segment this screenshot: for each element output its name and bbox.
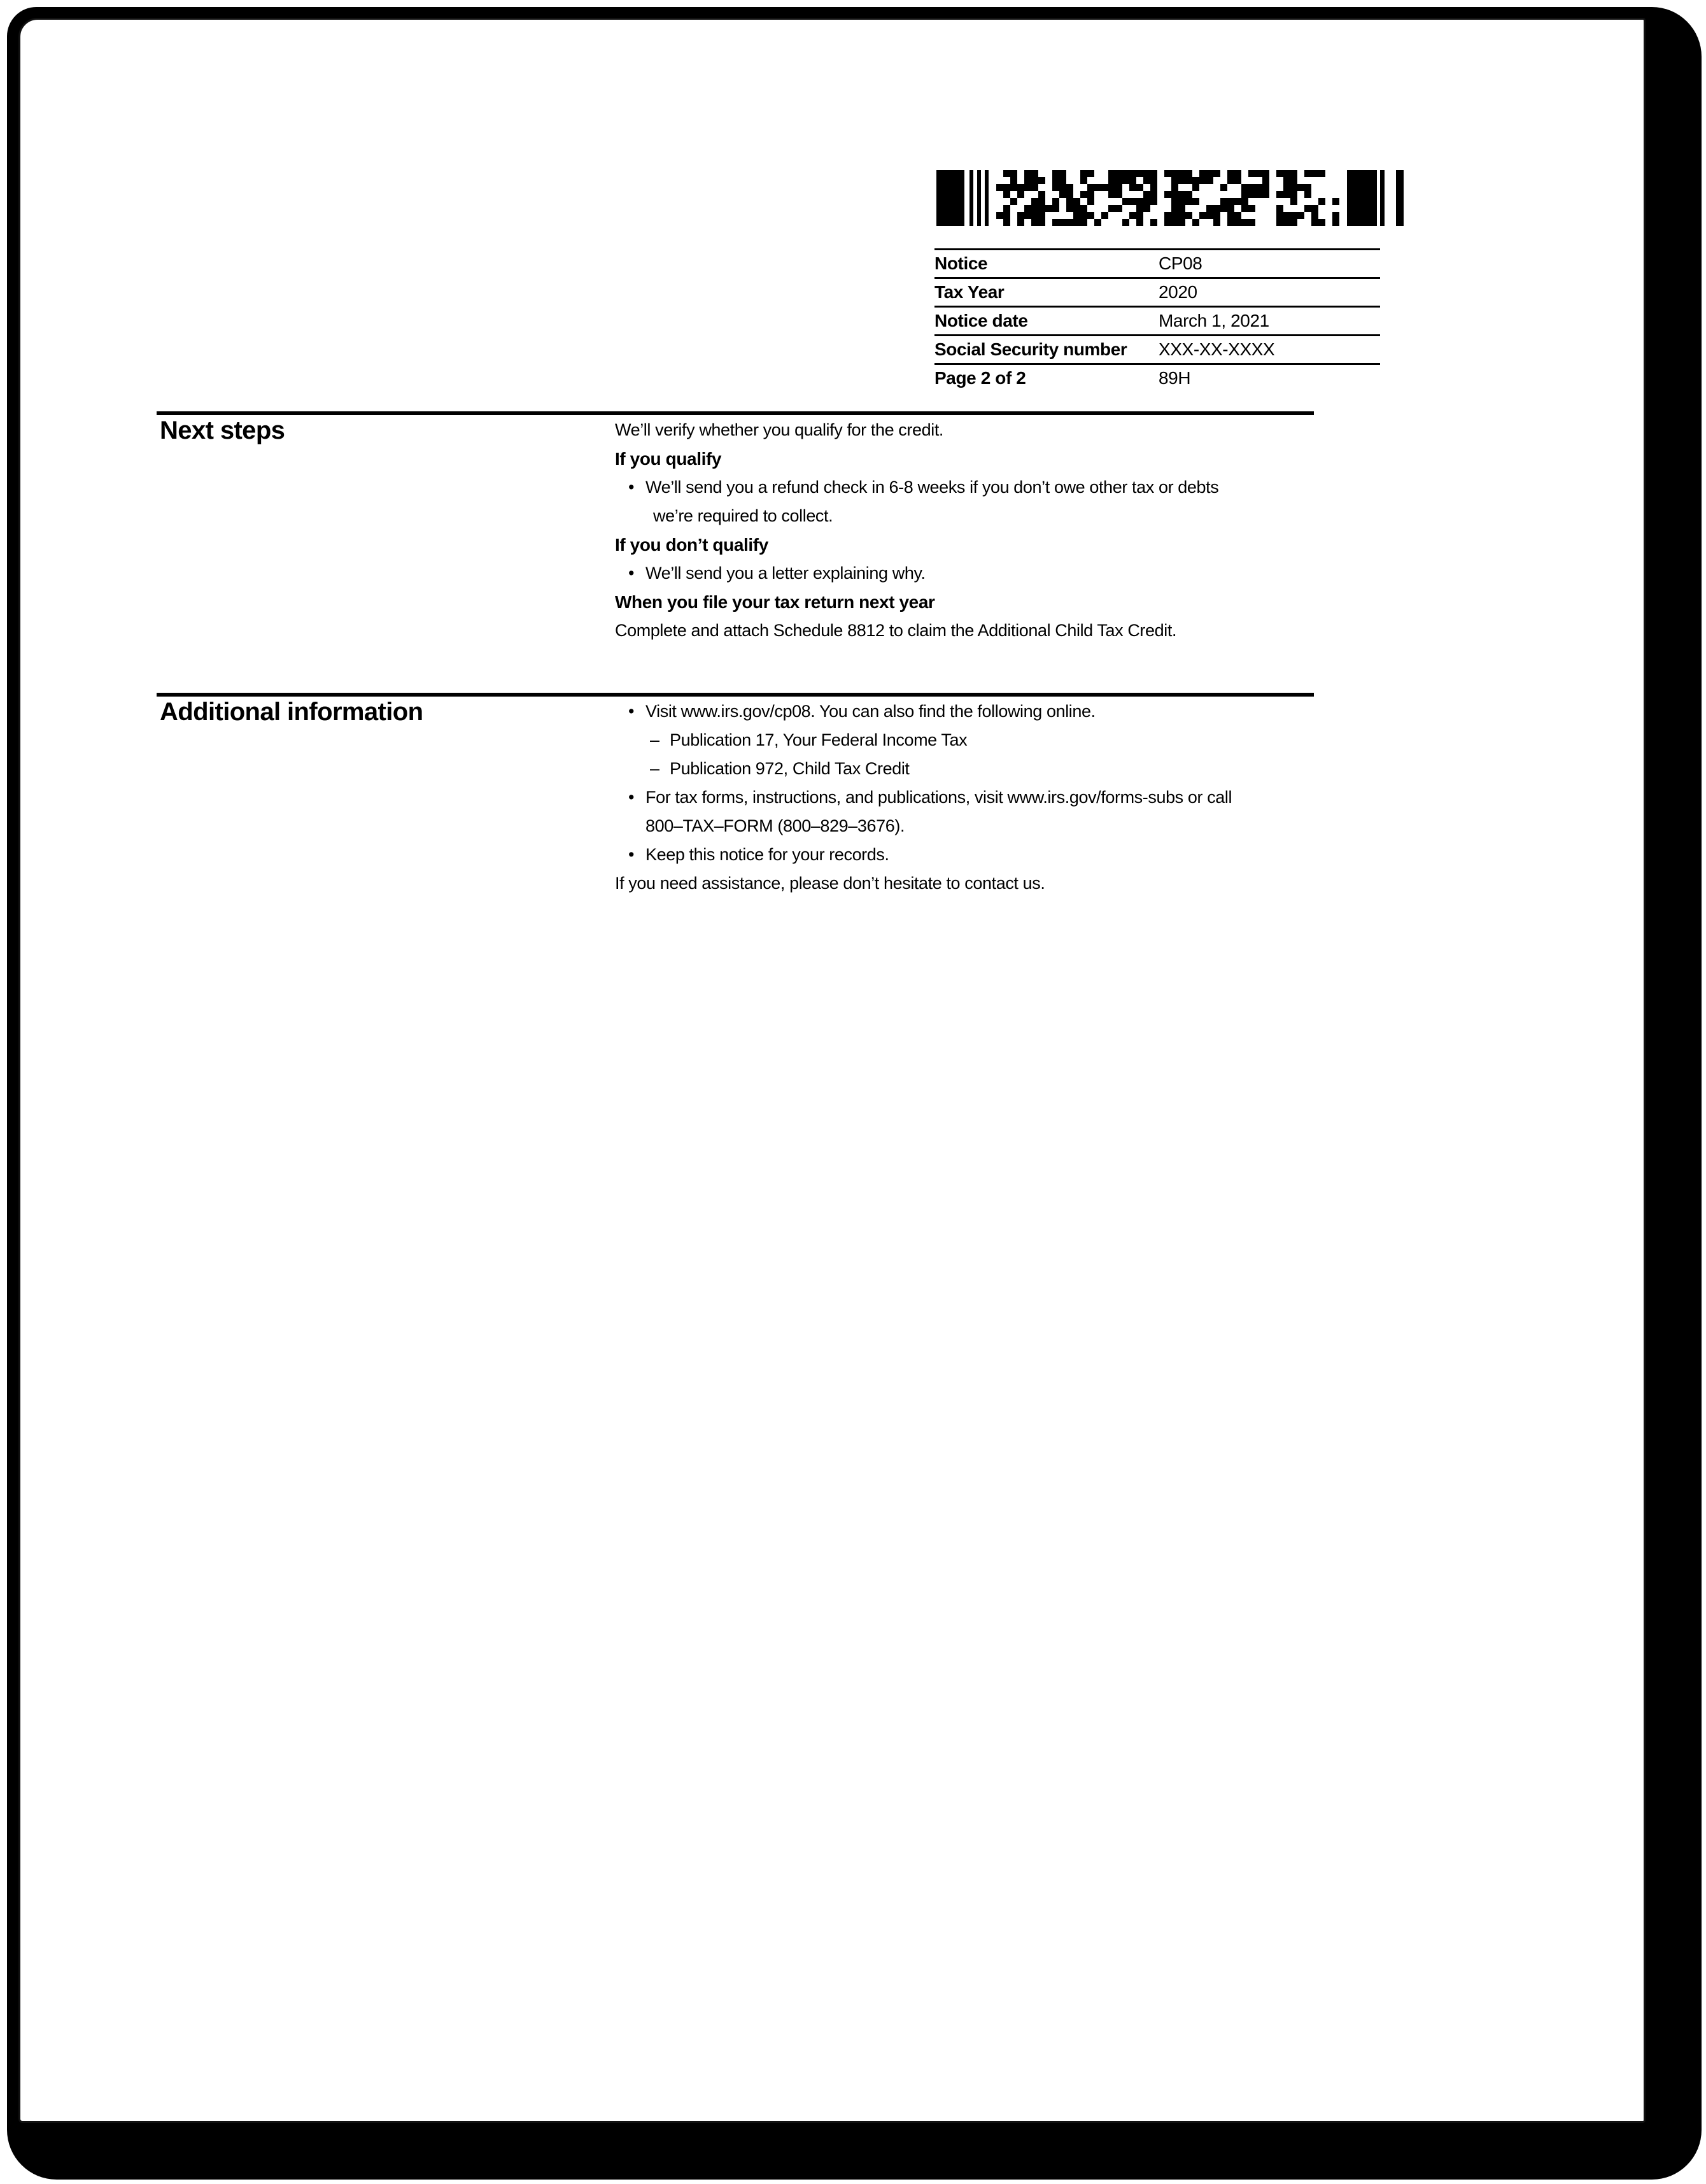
notice-page	[18, 18, 1646, 2123]
table-row	[934, 308, 1380, 334]
bullet-icon: •	[628, 702, 635, 721]
section-divider	[157, 411, 1314, 415]
section-line: • For tax forms, instructions, and publications, visit www.irs.gov/forms-subs or call	[628, 788, 1232, 807]
table-row-label: Tax Year	[934, 282, 1005, 302]
table-row-value: March 1, 2021	[1159, 311, 1269, 330]
section-line: • Keep this notice for your records.	[628, 845, 889, 864]
barcode-2d-icon	[936, 170, 1404, 226]
table-row-value: 89H	[1159, 368, 1191, 388]
notice-info-table	[934, 248, 1380, 396]
table-row	[934, 279, 1380, 306]
section-line: When you file your tax return next year	[615, 592, 935, 612]
table-row	[934, 365, 1380, 392]
table-row-value: 2020	[1159, 282, 1197, 302]
dash-icon: –	[650, 730, 659, 749]
bullet-icon: •	[628, 788, 635, 807]
section-line: If you need assistance, please don’t hesitate to contact us.	[615, 874, 1045, 893]
table-row-value: XXX-XX-XXXX	[1159, 339, 1275, 359]
table-row	[934, 336, 1380, 363]
section-line: Complete and attach Schedule 8812 to claim the Additional Child Tax Credit.	[615, 621, 1177, 640]
section-line: If you qualify	[615, 448, 722, 469]
bullet-icon: •	[628, 564, 635, 583]
section-line: • We’ll send you a letter explaining why.	[628, 564, 926, 583]
section-line: – Publication 972, Child Tax Credit	[650, 759, 910, 778]
section-line: we’re required to collect.	[653, 506, 833, 525]
section-line: • We’ll send you a refund check in 6-8 weeks if you don’t owe other tax or debts	[628, 478, 1219, 497]
table-row-label: Page 2 of 2	[934, 368, 1026, 388]
table-row-label: Notice date	[934, 311, 1028, 330]
table-row-label: Notice	[934, 253, 988, 273]
table-row-label: Social Security number	[934, 339, 1127, 359]
table-row-value: CP08	[1159, 253, 1202, 273]
section-line: • Visit www.irs.gov/cp08. You can also find the following online.	[628, 702, 1096, 721]
table-row	[934, 250, 1380, 277]
section-line: We’ll verify whether you qualify for the credit.	[615, 420, 944, 439]
section-heading: Next steps	[160, 416, 285, 444]
bullet-icon: •	[628, 845, 635, 864]
dash-icon: –	[650, 759, 659, 778]
section-line: 800–TAX–FORM (800–829–3676).	[645, 816, 905, 835]
bullet-icon: •	[628, 478, 635, 497]
section-heading: Additional information	[160, 697, 423, 726]
section-line: – Publication 17, Your Federal Income Tax	[650, 730, 968, 749]
section-line: If you don’t qualify	[615, 534, 768, 555]
